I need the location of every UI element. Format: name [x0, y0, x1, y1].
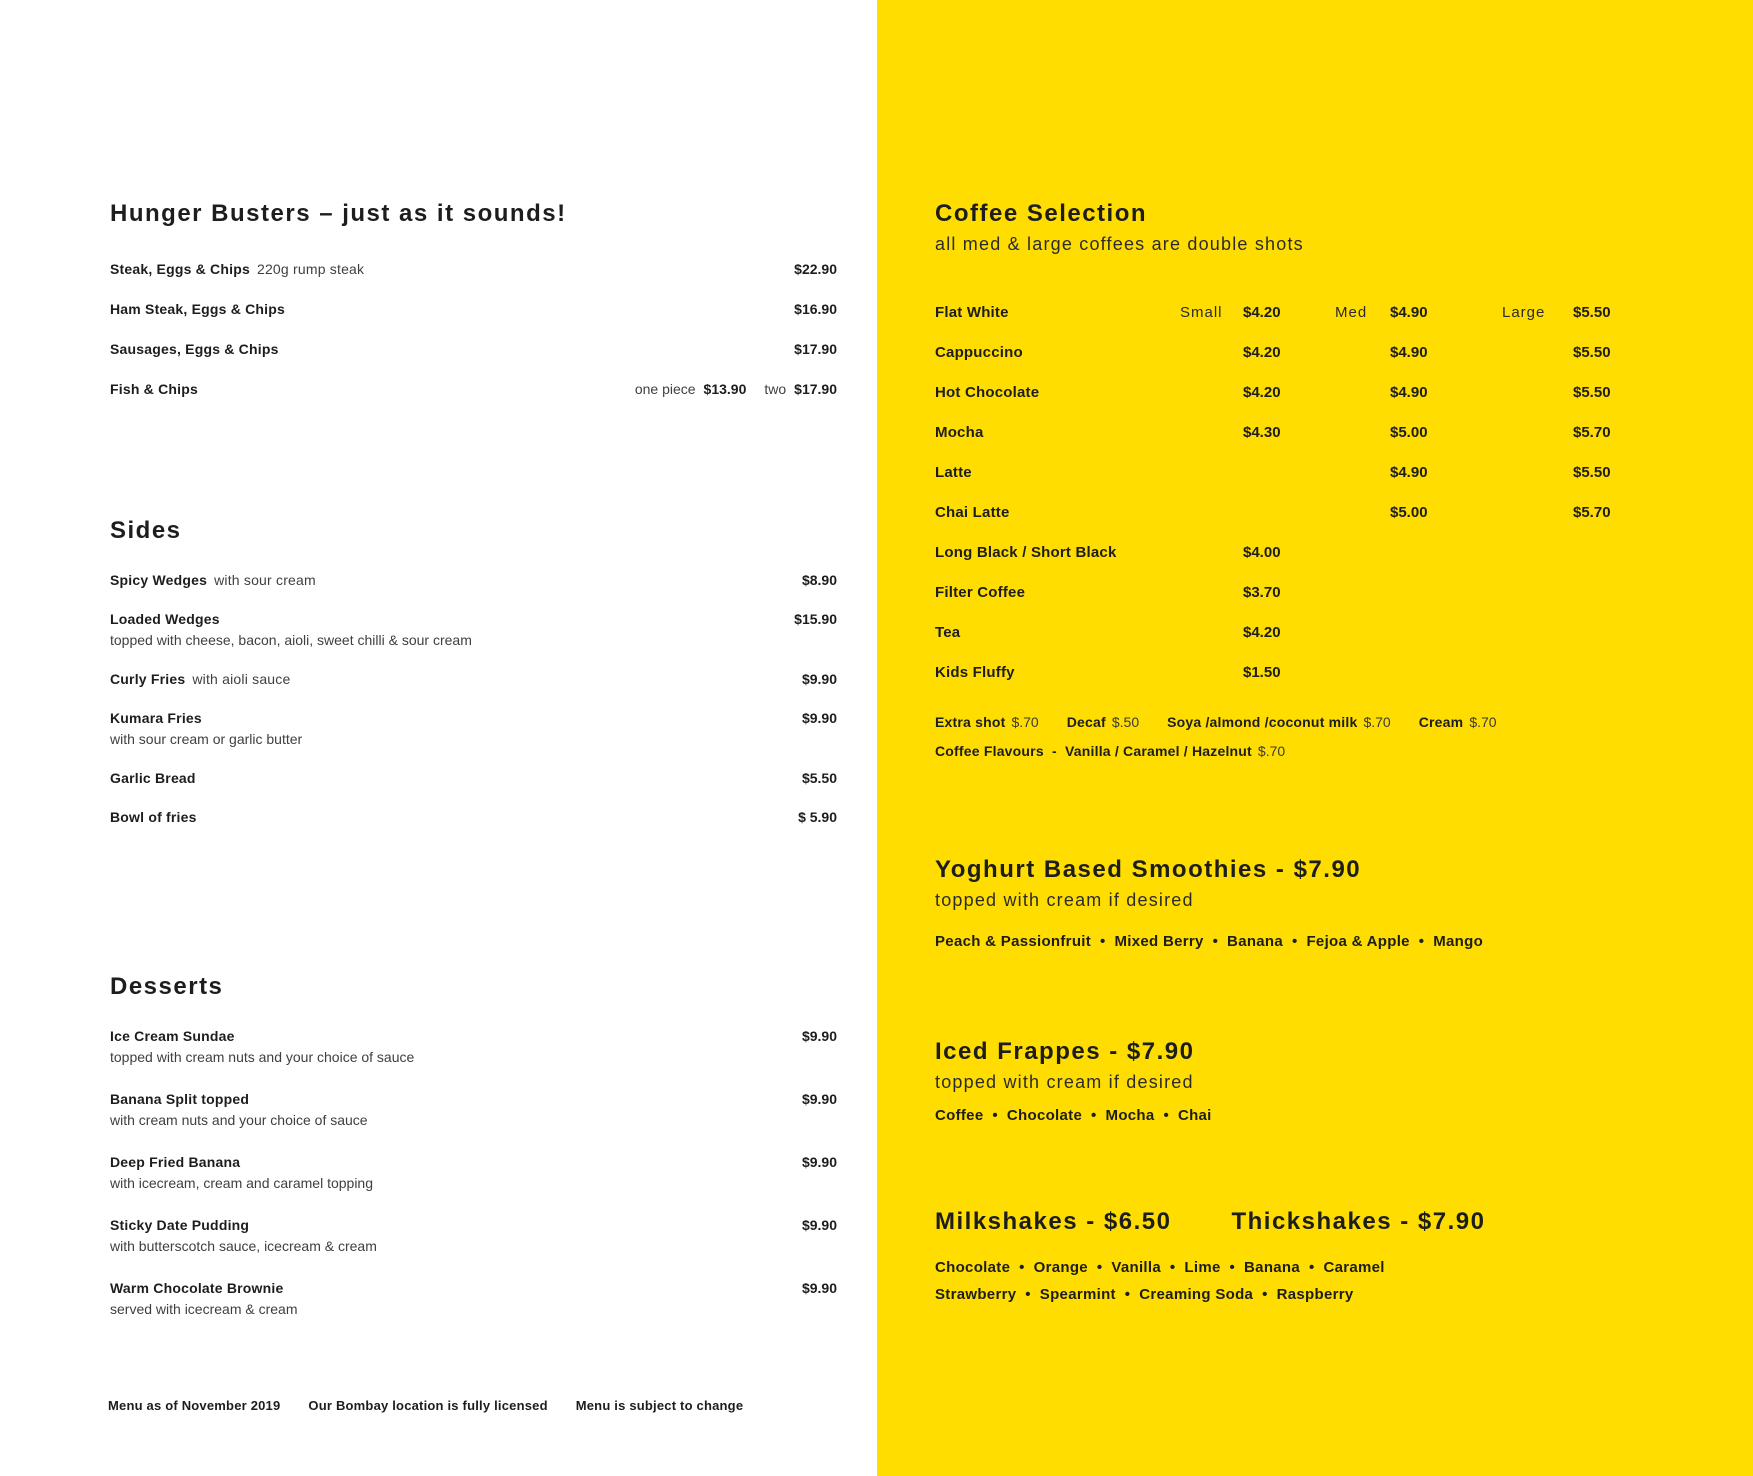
- item-row: [110, 571, 837, 590]
- item-price: $8.90: [801, 572, 837, 588]
- coffee-name: Latte: [935, 463, 972, 481]
- coffee-flavours-label: Coffee Flavours - Vanilla / Caramel / Hazelnut: [935, 743, 1252, 759]
- menu-footer: [108, 1398, 743, 1413]
- coffee-row-flat-white: [935, 292, 1695, 332]
- price-large: $5.50: [1573, 303, 1611, 321]
- extra-decaf: [1067, 708, 1139, 737]
- price-med: $4.90: [1390, 463, 1428, 481]
- item-name: Sausages, Eggs & Chips: [110, 341, 279, 357]
- menu-item-ham-steak: [110, 300, 837, 319]
- item-description: with cream nuts and your choice of sauce: [110, 1112, 368, 1128]
- item-name: Deep Fried Banana: [110, 1154, 241, 1170]
- item-name: Ham Steak, Eggs & Chips: [110, 301, 285, 317]
- item-name: Steak, Eggs & Chips: [110, 261, 250, 277]
- size-label-large: Large: [1502, 303, 1546, 321]
- right-column: [935, 0, 1695, 1476]
- menu-item-banana-split: [110, 1090, 837, 1130]
- section-smoothies: [935, 856, 1695, 955]
- item-name: Warm Chocolate Brownie: [110, 1280, 284, 1296]
- price-med: $4.90: [1390, 303, 1428, 321]
- item-note: with sour cream: [214, 572, 316, 588]
- hunger-busters-title: Hunger Busters – just as it sounds!: [110, 200, 567, 227]
- item-price: $16.90: [794, 301, 837, 317]
- coffee-row-tea: [935, 612, 1695, 652]
- frappes-flavours: Coffee • Chocolate • Mocha • Chai: [935, 1107, 1212, 1124]
- coffee-row-mocha: [935, 412, 1695, 452]
- item-name: Curly Fries: [110, 671, 186, 687]
- size-label-small: Small: [1180, 303, 1223, 321]
- coffee-row-kids-fluffy: [935, 652, 1695, 692]
- extra-label: Decaf: [1066, 714, 1106, 730]
- item-name: Sticky Date Pudding: [110, 1217, 250, 1233]
- coffee-name: Filter Coffee: [935, 583, 1026, 601]
- section-hunger-busters: [110, 200, 837, 420]
- shakes-titles: [935, 1208, 1695, 1236]
- footer-note-licensed: Our Bombay location is fully licensed: [308, 1398, 548, 1413]
- item-row: [110, 1153, 837, 1172]
- item-price-options: [635, 380, 837, 399]
- thickshakes-title: Thickshakes - $7.90: [1231, 1208, 1486, 1235]
- coffee-row-cappuccino: [935, 332, 1695, 372]
- item-name: Spicy Wedges: [110, 572, 208, 588]
- option-price: $13.90: [703, 381, 747, 397]
- coffee-name: Tea: [935, 623, 961, 641]
- size-label-med: Med: [1335, 303, 1368, 321]
- item-description: with icecream, cream and caramel topping: [110, 1175, 374, 1191]
- item-row: [110, 769, 837, 788]
- item-price: $22.90: [794, 261, 837, 277]
- item-price: $9.90: [801, 1028, 837, 1044]
- price-large: $5.50: [1573, 383, 1611, 401]
- coffee-row-chai-latte: [935, 492, 1695, 532]
- price-small: $4.20: [1243, 383, 1281, 401]
- extra-price: $.70: [1469, 714, 1497, 730]
- coffee-title: Coffee Selection: [935, 200, 1148, 227]
- coffee-name: Cappuccino: [935, 343, 1023, 361]
- coffee-name: Flat White: [935, 303, 1009, 321]
- item-description: with butterscotch sauce, icecream & cream: [110, 1238, 377, 1254]
- section-iced-frappes: [935, 1038, 1695, 1129]
- menu-item-fish-chips: [110, 380, 837, 399]
- section-desserts: [110, 973, 837, 1342]
- item-name: Bowl of fries: [110, 809, 197, 825]
- menu-item-deep-fried-banana: [110, 1153, 837, 1193]
- menu-item-bowl-of-fries: [110, 808, 837, 827]
- coffee-row-long-black-short-black: [935, 532, 1695, 572]
- option-label: two: [764, 381, 787, 397]
- coffee-row-hot-chocolate: [935, 372, 1695, 412]
- option-price: $17.90: [794, 381, 837, 397]
- item-name: Banana Split topped: [110, 1091, 250, 1107]
- item-name-group: [110, 670, 290, 689]
- extra-shot: [935, 708, 1039, 737]
- menu-item-curly-fries: [110, 670, 837, 689]
- menu-item-sausages: [110, 340, 837, 359]
- item-name-group: [110, 260, 364, 279]
- item-price: $9.90: [801, 1280, 837, 1296]
- price-small: $4.20: [1243, 623, 1281, 641]
- item-price: $9.90: [801, 1217, 837, 1233]
- item-row: [110, 610, 837, 629]
- item-row: [110, 1216, 837, 1235]
- price-large: $5.50: [1573, 463, 1611, 481]
- smoothies-title: Yoghurt Based Smoothies - $7.90: [935, 856, 1362, 883]
- item-row: [110, 709, 837, 728]
- menu-item-garlic-bread: [110, 769, 837, 788]
- price-large: $5.50: [1573, 343, 1611, 361]
- item-price: $15.90: [794, 611, 837, 627]
- menu-item-steak-eggs-chips: [110, 260, 837, 279]
- price-small: $4.20: [1243, 303, 1281, 321]
- option-label: one piece: [634, 381, 696, 397]
- item-price: $9.90: [801, 671, 837, 687]
- price-small: $4.20: [1243, 343, 1281, 361]
- menu-item-ice-cream-sundae: [110, 1027, 837, 1067]
- coffee-price-table: [935, 292, 1695, 692]
- coffee-flavours-price: $.70: [1257, 743, 1286, 759]
- coffee-row-latte: [935, 452, 1695, 492]
- price-large: $5.70: [1573, 503, 1611, 521]
- price-med: $5.00: [1390, 423, 1428, 441]
- item-name: Garlic Bread: [110, 770, 196, 786]
- left-column: [110, 0, 837, 1476]
- price-small: $3.70: [1243, 583, 1281, 601]
- coffee-subtitle: all med & large coffees are double shots: [935, 234, 1304, 254]
- shakes-flavours-line2: Strawberry • Spearmint • Creaming Soda • Raspberry: [935, 1286, 1354, 1303]
- item-name: Fish & Chips: [110, 381, 198, 397]
- extra-alt-milk: [1167, 708, 1391, 737]
- coffee-extras-line1: [935, 708, 1695, 737]
- extra-label: Extra shot: [935, 714, 1006, 730]
- coffee-name: Mocha: [935, 423, 984, 441]
- extra-label: Soya /almond /coconut milk: [1167, 714, 1358, 730]
- item-description: with sour cream or garlic butter: [110, 731, 303, 747]
- coffee-name: Hot Chocolate: [935, 383, 1040, 401]
- menu-item-loaded-wedges: [110, 610, 837, 650]
- price-small: $4.30: [1243, 423, 1281, 441]
- item-price: $9.90: [801, 1154, 837, 1170]
- section-sides: [110, 517, 837, 847]
- coffee-row-filter-coffee: [935, 572, 1695, 612]
- extra-cream: [1419, 708, 1497, 737]
- item-row: [110, 1027, 837, 1046]
- coffee-flavours-line: [935, 737, 1695, 766]
- menu-item-sticky-date-pudding: [110, 1216, 837, 1256]
- coffee-name: Long Black / Short Black: [935, 543, 1117, 561]
- price-small: $4.00: [1243, 543, 1281, 561]
- item-row: [110, 808, 837, 827]
- footer-note-change: Menu is subject to change: [575, 1398, 744, 1413]
- price-med: $4.90: [1390, 343, 1428, 361]
- smoothies-subtitle: topped with cream if desired: [935, 890, 1194, 910]
- price-med: $5.00: [1390, 503, 1428, 521]
- item-price: $5.50: [801, 770, 837, 786]
- menu-item-spicy-wedges: [110, 571, 837, 590]
- footer-note-date: Menu as of November 2019: [108, 1398, 281, 1413]
- item-row: [110, 1090, 837, 1109]
- menu-item-warm-chocolate-brownie: [110, 1279, 837, 1319]
- desserts-title: Desserts: [110, 973, 224, 1000]
- item-description: topped with cream nuts and your choice of sauce: [110, 1049, 415, 1065]
- section-milkshakes-thickshakes: [935, 1208, 1695, 1308]
- item-description: topped with cheese, bacon, aioli, sweet chilli & sour cream: [110, 632, 472, 648]
- item-note: with aioli sauce: [192, 671, 291, 687]
- item-price: $9.90: [801, 1091, 837, 1107]
- item-name: Kumara Fries: [110, 710, 202, 726]
- shakes-flavours-line1: Chocolate • Orange • Vanilla • Lime • Banana • Caramel: [935, 1259, 1385, 1276]
- extra-price: $.70: [1363, 714, 1391, 730]
- coffee-name: Chai Latte: [935, 503, 1010, 521]
- item-row: [110, 670, 837, 689]
- extra-label: Cream: [1418, 714, 1464, 730]
- price-med: $4.90: [1390, 383, 1428, 401]
- item-name-group: [110, 571, 316, 590]
- item-price: $ 5.90: [798, 809, 837, 825]
- extra-price: $.70: [1011, 714, 1039, 730]
- item-description: served with icecream & cream: [110, 1301, 298, 1317]
- item-name: Loaded Wedges: [110, 611, 220, 627]
- item-note: 220g rump steak: [256, 261, 365, 277]
- coffee-extras: [935, 708, 1695, 766]
- price-large: $5.70: [1573, 423, 1611, 441]
- item-price: $9.90: [801, 710, 837, 726]
- milkshakes-title: Milkshakes - $6.50: [935, 1208, 1172, 1235]
- item-price: $17.90: [794, 341, 837, 357]
- frappes-title: Iced Frappes - $7.90: [935, 1038, 1195, 1065]
- item-name: Ice Cream Sundae: [110, 1028, 235, 1044]
- item-row: [110, 1279, 837, 1298]
- menu-item-kumara-fries: [110, 709, 837, 749]
- frappes-subtitle: topped with cream if desired: [935, 1072, 1194, 1092]
- extra-price: $.50: [1111, 714, 1140, 730]
- coffee-name: Kids Fluffy: [935, 663, 1015, 681]
- coffee-flavours: [935, 737, 1285, 766]
- price-small: $1.50: [1243, 663, 1281, 681]
- sides-title: Sides: [110, 517, 182, 544]
- smoothies-flavours: Peach & Passionfruit • Mixed Berry • Banana • Fejoa & Apple • Mango: [935, 933, 1484, 950]
- section-coffee-selection: [935, 200, 1695, 766]
